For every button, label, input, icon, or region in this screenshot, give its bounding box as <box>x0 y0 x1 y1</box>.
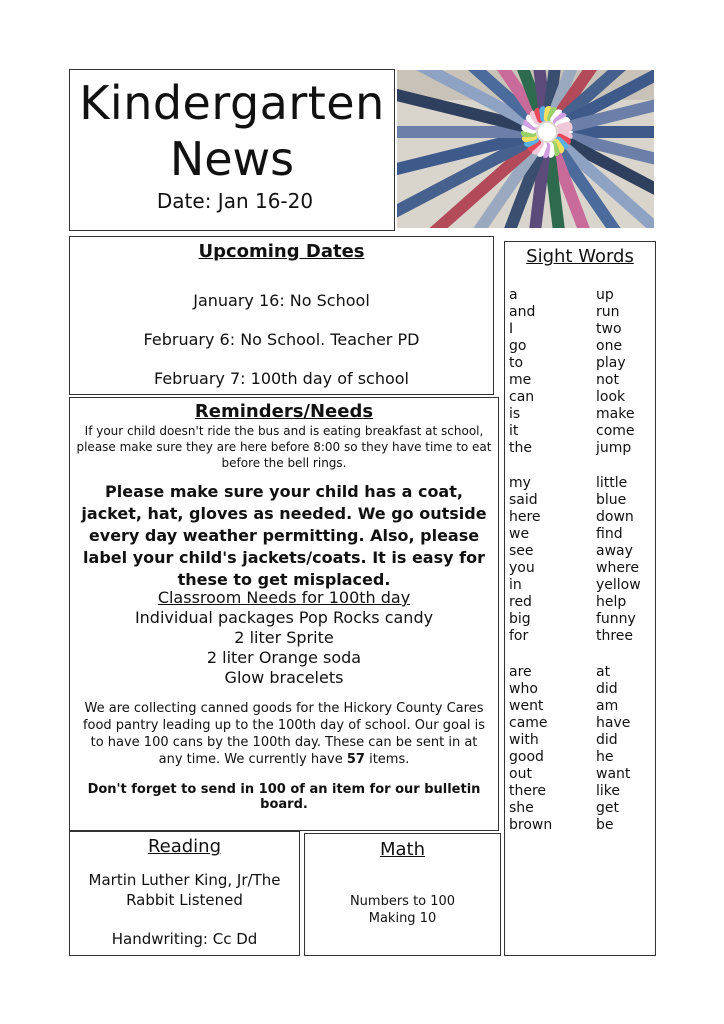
sight-word: is <box>509 406 521 422</box>
sight-word: did <box>596 732 618 748</box>
math-section <box>304 833 501 956</box>
canned-goods-text: We are collecting canned goods for the Hickory County Cares food pantry leading up to the 100th day of school. Our goal is to have 100 cans by the 100th day. These can be sent in at any time. We currently have <box>82 701 486 767</box>
sight-word: red <box>509 594 532 610</box>
sight-word: are <box>509 664 532 680</box>
sight-word: find <box>596 526 623 542</box>
upcoming-dates-section <box>69 236 494 395</box>
classroom-need-item: Glow bracelets <box>224 668 344 687</box>
canned-goods-note <box>78 700 490 768</box>
sight-word: make <box>596 406 635 422</box>
sight-word: play <box>596 355 626 371</box>
sight-word: one <box>596 338 623 354</box>
sight-word: am <box>596 698 619 714</box>
sight-word: me <box>509 372 532 388</box>
reminders-heading: Reminders/Needs <box>194 401 374 422</box>
sight-word: get <box>596 800 619 816</box>
sight-word: up <box>596 287 614 303</box>
sight-word: want <box>596 766 631 782</box>
sight-word: not <box>596 372 619 388</box>
sight-word: blue <box>596 492 627 508</box>
sight-word: there <box>509 783 547 799</box>
reading-books: Martin Luther King, Jr/The Rabbit Listened <box>88 871 281 909</box>
sight-word: three <box>596 628 634 644</box>
sight-word: to <box>509 355 524 371</box>
sight-word: come <box>596 423 635 439</box>
sight-word: for <box>509 628 529 644</box>
newsletter-title-line1: Kindergarten <box>79 76 385 130</box>
upcoming-date-item: February 6: No School. Teacher PD <box>143 330 420 349</box>
coat-reminder: Please make sure your child has a coat, jacket, hat, gloves as needed. We go outside every day weather permitting. Also, please label your child's jackets/coats. It is easy for these to get misplaced. <box>81 482 487 589</box>
upcoming-dates-heading: Upcoming Dates <box>198 241 365 262</box>
sight-word: like <box>596 783 621 799</box>
sight-word: she <box>509 800 534 816</box>
sight-word: down <box>596 509 634 525</box>
sight-word: who <box>509 681 538 697</box>
math-topic: Making 10 <box>368 911 437 926</box>
sight-word: be <box>596 817 614 833</box>
sight-word: I <box>509 321 514 337</box>
sight-word: you <box>509 560 535 576</box>
reading-heading: Reading <box>147 836 222 857</box>
bus-breakfast-note: If your child doesn't ride the bus and is eating breakfast at school, please make sure they are here before 8:00 so they have time to eat before the bell rings. <box>76 424 492 470</box>
classroom-need-item: 2 liter Orange soda <box>206 648 362 667</box>
classroom-needs-list <box>70 608 498 688</box>
sight-word: where <box>596 560 639 576</box>
sight-word: came <box>509 715 548 731</box>
sight-word: said <box>509 492 538 508</box>
sight-word: yellow <box>596 577 641 593</box>
reading-section <box>69 831 300 956</box>
sight-word: see <box>509 543 534 559</box>
math-heading: Math <box>379 839 426 860</box>
canned-goods-text-end: items. <box>364 752 410 767</box>
sight-word: did <box>596 681 618 697</box>
sight-word: go <box>509 338 527 354</box>
sight-word: at <box>596 664 611 680</box>
upcoming-date-item: January 16: No School <box>193 291 370 310</box>
sight-word: have <box>596 715 631 731</box>
sight-word: we <box>509 526 530 542</box>
sight-word: my <box>509 475 531 491</box>
sight-words-section <box>504 241 656 956</box>
math-topic: Numbers to 100 <box>349 894 456 909</box>
sight-word: and <box>509 304 536 320</box>
upcoming-date-item: February 7: 100th day of school <box>154 369 409 388</box>
sight-word: in <box>509 577 522 593</box>
sight-word: two <box>596 321 622 337</box>
title-box <box>69 69 395 231</box>
sight-word: good <box>509 749 544 765</box>
sight-word: brown <box>509 817 553 833</box>
handwriting-letters: Handwriting: Cc Dd <box>111 930 258 948</box>
sight-word: here <box>509 509 541 525</box>
sight-word: he <box>596 749 614 765</box>
classroom-need-item: 2 liter Sprite <box>234 628 334 647</box>
sight-word: away <box>596 543 633 559</box>
bulletin-board-reminder: Don't forget to send in 100 of an item for our bulletin board. <box>87 782 481 812</box>
newsletter-title-line2: News <box>169 132 295 186</box>
sight-word: out <box>509 766 532 782</box>
class-photo <box>397 70 654 228</box>
sight-word: little <box>596 475 628 491</box>
sight-word: it <box>509 423 519 439</box>
sight-word: jump <box>596 440 632 456</box>
classroom-need-item: Individual packages Pop Rocks candy <box>134 608 434 627</box>
sight-word: went <box>509 698 544 714</box>
sight-word: a <box>509 287 518 303</box>
sight-word: with <box>509 732 539 748</box>
sight-word: run <box>596 304 620 320</box>
sight-word: help <box>596 594 627 610</box>
sight-word: can <box>509 389 535 405</box>
newsletter-date: Date: Jan 16-20 <box>156 189 314 213</box>
sight-words-heading: Sight Words <box>526 246 634 267</box>
class-photo-illustration <box>397 70 654 228</box>
reminders-section <box>69 397 499 831</box>
sight-word: the <box>509 440 532 456</box>
sight-word: funny <box>596 611 636 627</box>
classroom-needs-heading: Classroom Needs for 100th day <box>157 588 411 607</box>
sight-word: big <box>509 611 531 627</box>
canned-goods-count: 57 <box>346 752 365 767</box>
sight-word: look <box>596 389 626 405</box>
